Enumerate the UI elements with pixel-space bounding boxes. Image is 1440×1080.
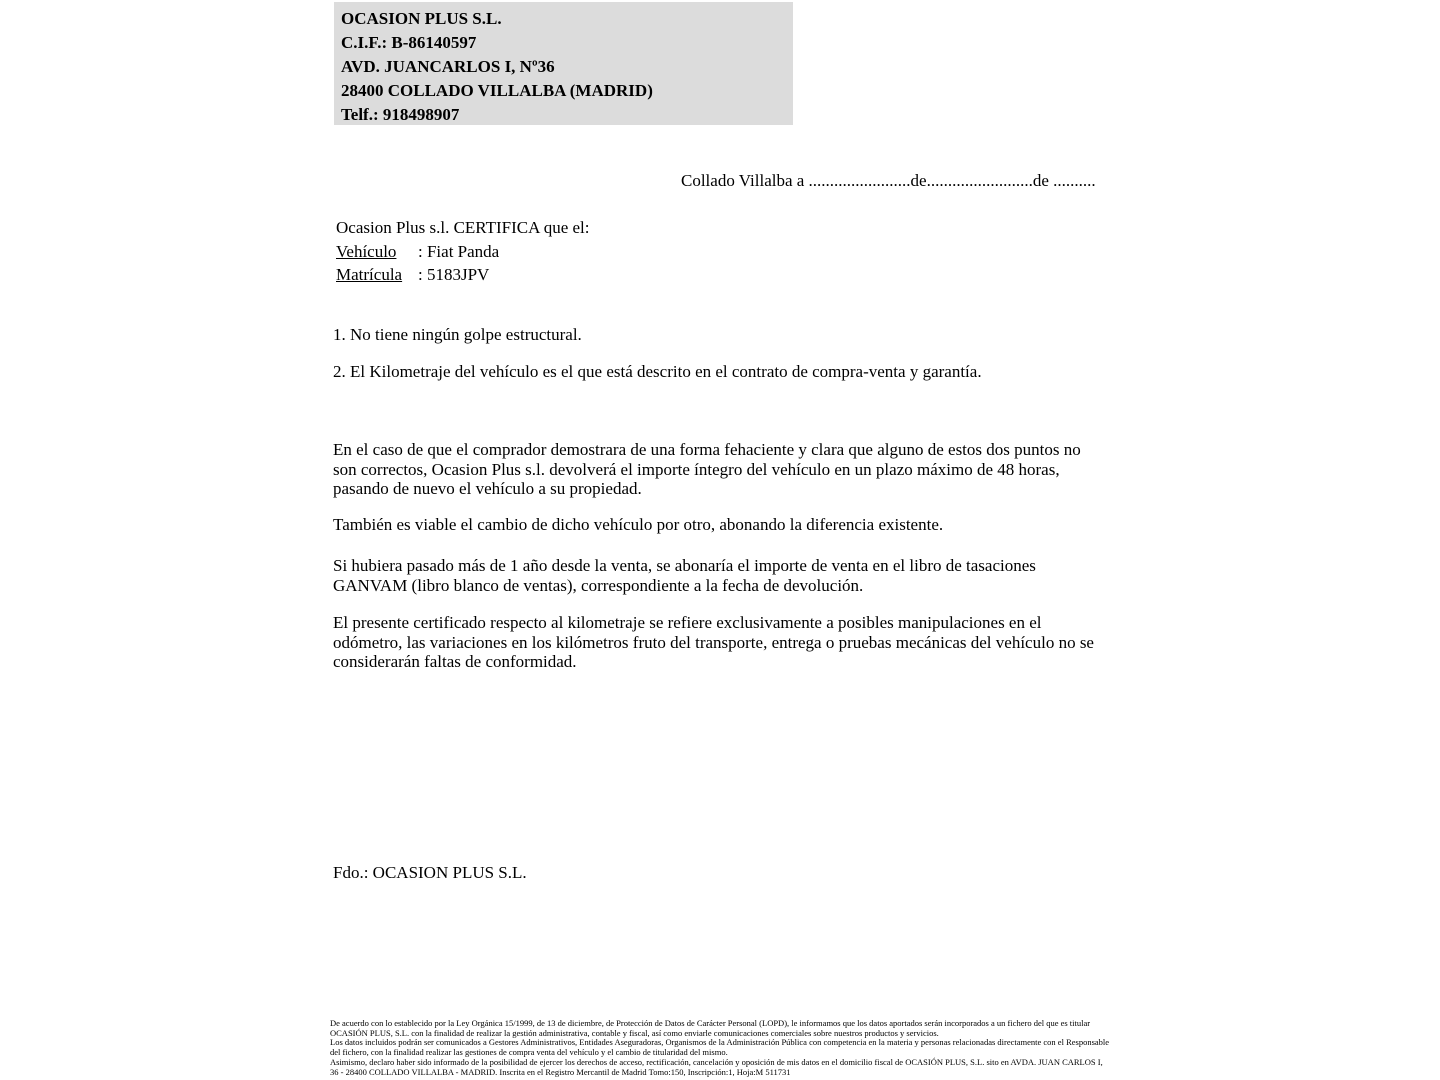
company-city: 28400 COLLADO VILLALBA (MADRID) [341,81,653,100]
vehicle-row [336,240,590,264]
vehicle-label: Vehículo [336,241,397,261]
company-address: AVD. JUANCARLOS I, Nº36 [341,57,555,76]
signature-line: Fdo.: OCASION PLUS S.L. [333,863,527,882]
legal-footer-data-sharing: Los datos incluidos podrán ser comunicados a Gestores Administrativos, Entidades Aseguradoras, Organismos de la Administración Pública con competencia en la materia y personas relacionadas directamente con el Responsable del fichero, con la finalidad realizar las gestiones de compra venta del vehículo y el cambio de titularidad del mismo. [330,1037,1110,1058]
paragraph-ganvam: Si hubiera pasado más de 1 año desde la venta, se abonaría el importe de venta en el libro de tasaciones GANVAM (libro blanco de ventas), correspondiente a la fecha de devolución. [333,556,1036,595]
point-2: 2. El Kilometraje del vehículo es el que está descrito en el contrato de compra-venta y garantía. [333,362,982,381]
plate-label: Matrícula [336,265,403,284]
company-header-box [334,2,793,125]
paragraph-refund: En el caso de que el comprador demostrara de una forma fehaciente y clara que alguno de estos dos puntos no son correctos, Ocasion Plus s.l. devolverá el importe íntegro del vehículo en un plazo máximo de 48 horas, pasando de nuevo el vehículo a su propiedad. [333,440,1081,499]
paragraph-odometer: El presente certificado respecto al kilometraje se refiere exclusivamente a posibles manipulaciones en el odómetro, las variaciones en los kilómetros fruto del transporte, entrega o pruebas mecánicas del vehículo no se considerarán faltas de conformidad. [333,613,1094,672]
date-line: Collado Villalba a ........................de.........................de .......... [681,171,1096,190]
point-1: 1. No tiene ningún golpe estructural. [333,325,582,344]
plate-value: : 5183JPV [418,265,490,284]
vehicle-value: : Fiat Panda [418,241,500,261]
company-name: OCASION PLUS S.L. [341,9,502,28]
paragraph-exchange: También es viable el cambio de dicho vehículo por otro, abonando la diferencia existente. [333,515,944,534]
legal-footer [330,1019,1112,1077]
certification-block [336,216,590,287]
plate-row [336,263,590,287]
legal-footer-rights: Asimismo, declaro haber sido informado de la posibilidad de ejercer los derechos de acceso, rectificación, cancelación y oposición de mis datos en el domicilio fiscal de OCASIÓN PLUS, S.L. sito en AVDA. JUAN CARLOS I, 36 - 28400 COLLADO VILLALBA - MADRID. Inscrita en el Registro Mercantil de Madrid Tomo:150, Inscripción:1, Hoja:M 511731 [330,1056,1103,1077]
legal-footer-lopd: De acuerdo con lo establecido por la Ley Orgánica 15/1999, de 13 de diciembre, de Protección de Datos de Carácter Personal (LOPD), le informamos que los datos aportados serán incorporados a un fichero del que es titular OCASIÓN PLUS, S.L. con la finalidad de realizar la gestión administrativa, contable y fiscal, así como enviarle comunicaciones comerciales sobre nuestros productos y servicios. [330,1018,1091,1038]
certification-intro: Ocasion Plus s.l. CERTIFICA que el: [336,218,590,237]
company-phone: Telf.: 918498907 [341,105,460,124]
company-cif: C.I.F.: B-86140597 [341,33,477,52]
